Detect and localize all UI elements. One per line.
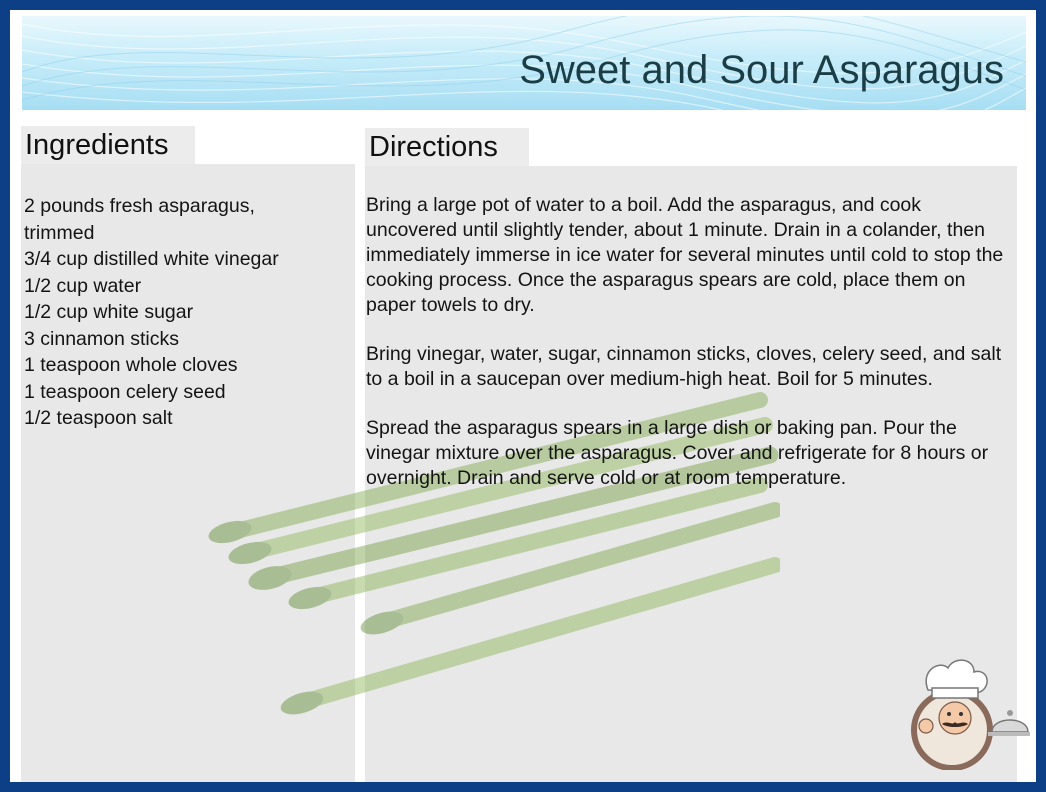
directions-text	[366, 193, 1016, 515]
recipe-card	[10, 10, 1036, 782]
directions-heading: Directions	[365, 128, 529, 166]
ingredient-item: 1 teaspoon whole cloves	[24, 354, 238, 376]
ingredients-heading: Ingredients	[21, 126, 195, 164]
ingredient-item: 1/2 cup water	[24, 274, 142, 297]
title-banner	[22, 16, 1026, 110]
ingredients-list	[24, 193, 344, 432]
ingredient-item: 1/2 teaspoon salt	[24, 407, 173, 429]
page-title: Sweet and Sour Asparagus	[519, 48, 1004, 92]
ingredient-item: 3 cinnamon sticks	[24, 327, 179, 350]
ingredient-item: 2 pounds fresh asparagus,	[24, 195, 255, 217]
ingredient-item: 3/4 cup distilled white vinegar	[24, 248, 279, 270]
direction-step: Bring vinegar, water, sugar, cinnamon sticks, cloves, celery seed, and salt to a boil in a saucepan over medium-high heat. Boil for 5 minutes.	[366, 343, 1002, 390]
ingredient-item: 1 teaspoon celery seed	[24, 380, 226, 403]
direction-step: Bring a large pot of water to a boil. Add the asparagus, and cook uncovered until slightly tender, about 1 minute. Drain in a colander, then immediately immerse in ice water for several minutes until cold to stop the cooking process. Once the asparagus spears are cold, place them on paper towels to dry.	[366, 194, 1004, 316]
chef-icon	[900, 650, 1030, 770]
ingredient-item: trimmed	[24, 221, 95, 244]
direction-step: Spread the asparagus spears in a large dish or baking pan. Pour the vinegar mixture over the asparagus. Cover and refrigerate for 8 hours or overnight. Drain and serve cold or at room temperature.	[366, 417, 989, 489]
ingredient-item: 1/2 cup white sugar	[24, 301, 194, 323]
